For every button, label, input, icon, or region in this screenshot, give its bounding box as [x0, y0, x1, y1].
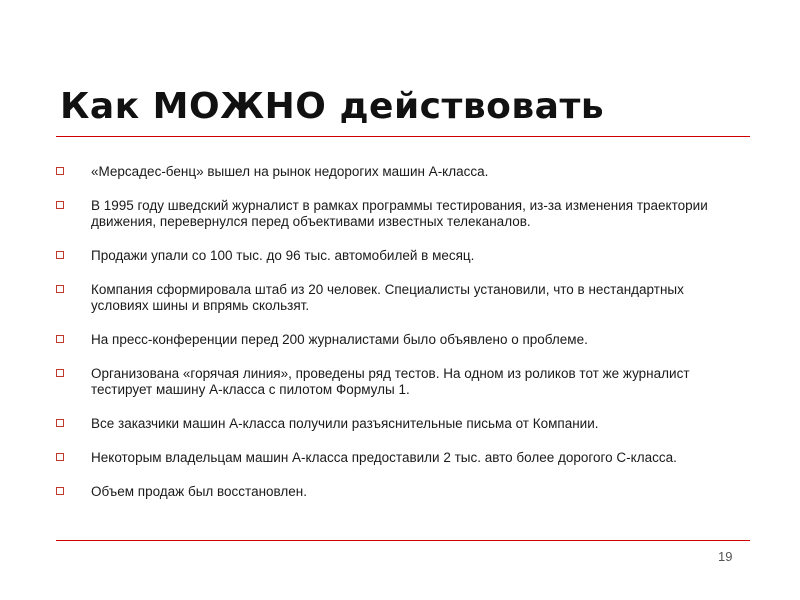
bullet-square-icon	[56, 369, 64, 377]
bullet-text: Организована «горячая линия», проведены ряд тестов. На одном из роликов тот же журналист тестирует машину А-класса с пилотом Формулы 1.	[91, 366, 690, 397]
bullet-square-icon	[56, 251, 64, 259]
bullet-text: Некоторым владельцам машин А-класса предоставили 2 тыс. авто более дорогого С-класса.	[91, 450, 677, 465]
bullet-square-icon	[56, 285, 64, 293]
bullet-text: Компания сформировала штаб из 20 человек. Специалисты установили, что в нестандартных условиях шины и впрямь скользят.	[91, 282, 684, 313]
slide-title: Как МОЖНО действовать	[60, 86, 605, 127]
bullet-text: «Мерсадес-бенц» вышел на рынок недорогих машин А-класса.	[91, 164, 489, 179]
bullet-item	[56, 198, 736, 230]
bullet-item	[56, 450, 736, 466]
bullet-text: Все заказчики машин А-класса получили разъяснительные письма от Компании.	[91, 416, 599, 431]
bullet-square-icon	[56, 167, 64, 175]
bullet-list	[56, 164, 736, 518]
bullet-item	[56, 282, 736, 314]
bullet-item	[56, 484, 736, 500]
bullet-item	[56, 366, 736, 398]
bullet-square-icon	[56, 419, 64, 427]
bullet-item	[56, 416, 736, 432]
bullet-square-icon	[56, 487, 64, 495]
bullet-square-icon	[56, 453, 64, 461]
bullet-item	[56, 248, 736, 264]
footer-divider	[56, 540, 750, 541]
bullet-text: В 1995 году шведский журналист в рамках программы тестирования, из-за изменения траектории движения, перевернулся перед объективами известных телеканалов.	[91, 198, 708, 229]
bullet-text: На пресс-конференции перед 200 журналистами было объявлено о проблеме.	[91, 332, 588, 347]
bullet-item	[56, 332, 736, 348]
bullet-text: Продажи упали со 100 тыс. до 96 тыс. автомобилей в месяц.	[91, 248, 475, 263]
bullet-text: Объем продаж был восстановлен.	[91, 484, 308, 499]
bullet-item	[56, 164, 736, 180]
page-number: 19	[718, 549, 733, 564]
bullet-square-icon	[56, 335, 64, 343]
title-divider	[56, 136, 750, 137]
bullet-square-icon	[56, 201, 64, 209]
